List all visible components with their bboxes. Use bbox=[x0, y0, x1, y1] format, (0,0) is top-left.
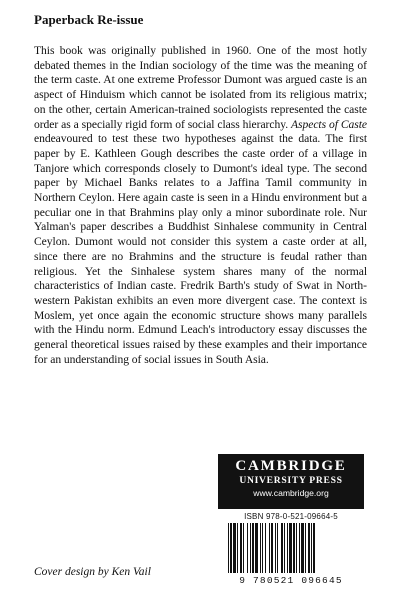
barcode-bar bbox=[255, 523, 258, 573]
barcode-bar bbox=[311, 523, 312, 573]
barcode-bar bbox=[265, 523, 266, 573]
publisher-url: www.cambridge.org bbox=[253, 488, 329, 498]
barcode-bar bbox=[284, 523, 285, 573]
description-text-2: endeavoured to test these two hypotheses against the data. The first paper by E. Kathleen Gough describes the caste order of a village in Tanjore which corresponds closely to Dumont's ideal type. The second paper by Michael Banks relates to a Jaffina Tamil community in Northern Ceylon. Here again caste is seen in a Hindu environment but a peculiar one in that Brahmins play only a minor subordinate role. Nur Yalman's paper describes a Buddhist Sinhalese community in Central Ceylon. Dumont would not consider this system a caste order at all, since there are no Brahmins and the structure is feudal rather than religious. Yet the Sinhalese system shares many of the normal characteristics of Indian caste. Fredrik Barth's study of Swat in North-western Pakistan exhibits an even more divergent case. The context is Moslem, yet once again the economic structure shows many parallels with the Hindu norm. Edmund Leach's introductory essay discusses the general theoretical issues raised by these examples and their importance for an understanding of social issues in South Asia. bbox=[34, 132, 367, 366]
barcode-bar bbox=[313, 523, 315, 573]
publisher-subtitle: UNIVERSITY PRESS bbox=[239, 475, 343, 486]
barcode-bar bbox=[228, 523, 229, 573]
cover-design-credit: Cover design by Ken Vail bbox=[34, 566, 151, 578]
barcode-bar bbox=[247, 523, 248, 573]
barcode-bar bbox=[277, 523, 278, 573]
barcode-bar bbox=[260, 523, 261, 573]
barcode-bar bbox=[293, 523, 295, 573]
publisher-logo bbox=[218, 454, 364, 509]
barcode-bar bbox=[243, 523, 244, 573]
barcode-bar bbox=[252, 523, 254, 573]
barcode-bar bbox=[301, 523, 304, 573]
barcode-bar bbox=[287, 523, 288, 573]
publisher-name: CAMBRIDGE bbox=[235, 458, 347, 474]
barcode-bar bbox=[250, 523, 251, 573]
barcode-bar bbox=[237, 523, 238, 573]
barcode-bar bbox=[269, 523, 270, 573]
barcode-bars bbox=[228, 523, 354, 573]
barcode-bar bbox=[271, 523, 273, 573]
book-description bbox=[34, 44, 367, 367]
barcode-bar bbox=[240, 523, 242, 573]
barcode-bar bbox=[296, 523, 297, 573]
barcode-bar bbox=[262, 523, 263, 573]
barcode-bar bbox=[299, 523, 300, 573]
barcode bbox=[218, 523, 364, 587]
barcode-bar bbox=[233, 523, 236, 573]
book-title-italic: Aspects of Caste bbox=[290, 117, 368, 131]
barcode-bar bbox=[289, 523, 292, 573]
barcode-bar bbox=[308, 523, 310, 573]
description-text-1: This book was originally published in 1960. One of the most hotly debated themes in the Indian sociology of the time was the meaning of the term caste. At one extreme Professor Dumont was argued caste is an aspect of Hinduism which cannot be isolated from its religious matrix; on the other, certain American-trained sociologists represented the caste order as a specially rigid form of social class hierarchy. bbox=[34, 44, 367, 131]
barcode-bar bbox=[281, 523, 283, 573]
isbn-label: ISBN 978-0-521-09664-5 bbox=[244, 512, 338, 521]
barcode-bar bbox=[305, 523, 306, 573]
barcode-digits: 9 780521 096645 bbox=[239, 575, 343, 586]
reissue-heading: Paperback Re-issue bbox=[34, 12, 144, 27]
barcode-bar bbox=[275, 523, 276, 573]
barcode-bar bbox=[230, 523, 232, 573]
